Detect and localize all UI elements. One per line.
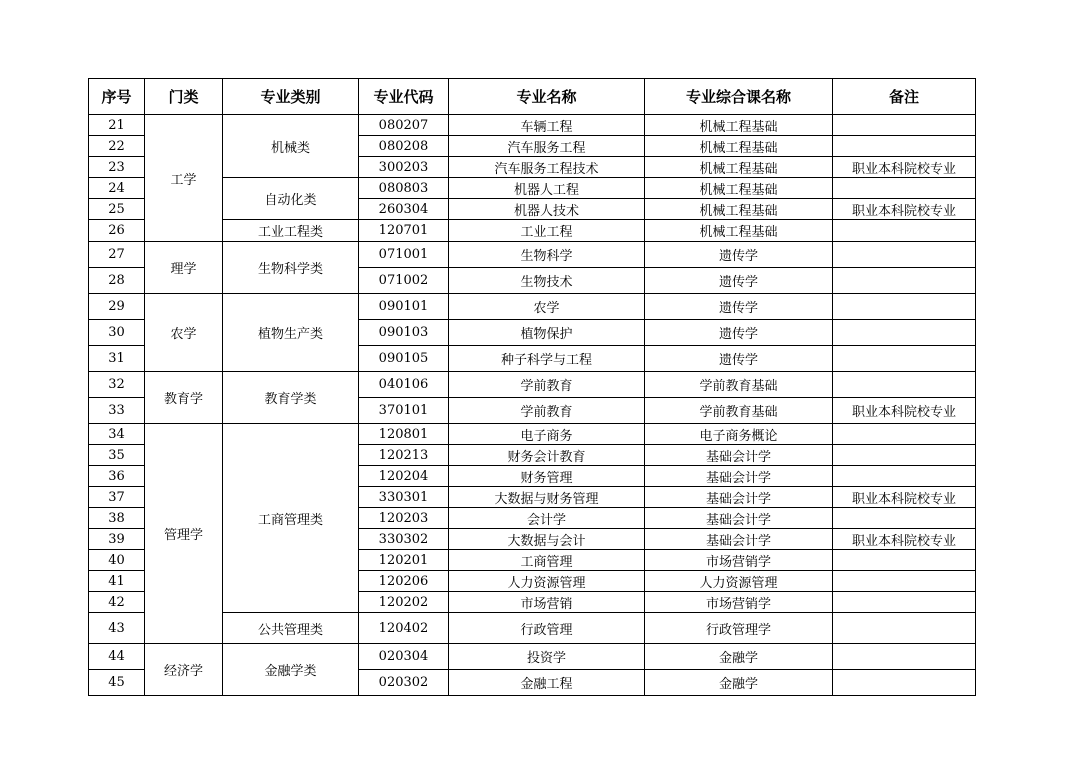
row-note xyxy=(833,220,976,242)
table-row xyxy=(89,115,976,136)
row-code: 071002 xyxy=(359,268,449,294)
row-seq: 33 xyxy=(89,398,145,424)
row-category: 植物生产类 xyxy=(223,294,359,372)
table-row xyxy=(89,644,976,670)
row-course-name: 基础会计学 xyxy=(645,487,833,508)
row-major-name: 种子科学与工程 xyxy=(449,346,645,372)
row-seq: 21 xyxy=(89,115,145,136)
header-note: 备注 xyxy=(833,79,976,115)
row-code: 020302 xyxy=(359,670,449,696)
row-door: 管理学 xyxy=(145,424,223,644)
row-course-name: 机械工程基础 xyxy=(645,136,833,157)
row-seq: 26 xyxy=(89,220,145,242)
row-major-name: 生物科学 xyxy=(449,242,645,268)
row-course-name: 基础会计学 xyxy=(645,445,833,466)
row-note xyxy=(833,424,976,445)
row-note xyxy=(833,550,976,571)
row-note: 职业本科院校专业 xyxy=(833,157,976,178)
row-category: 公共管理类 xyxy=(223,613,359,644)
row-course-name: 机械工程基础 xyxy=(645,115,833,136)
row-course-name: 遗传学 xyxy=(645,294,833,320)
row-note xyxy=(833,466,976,487)
row-seq: 41 xyxy=(89,571,145,592)
row-note xyxy=(833,571,976,592)
row-code: 120201 xyxy=(359,550,449,571)
row-door: 经济学 xyxy=(145,644,223,696)
row-note xyxy=(833,136,976,157)
row-seq: 34 xyxy=(89,424,145,445)
row-major-name: 学前教育 xyxy=(449,372,645,398)
row-seq: 45 xyxy=(89,670,145,696)
row-course-name: 机械工程基础 xyxy=(645,220,833,242)
row-code: 120801 xyxy=(359,424,449,445)
table-row xyxy=(89,178,976,199)
row-code: 120213 xyxy=(359,445,449,466)
row-seq: 28 xyxy=(89,268,145,294)
row-course-name: 机械工程基础 xyxy=(645,157,833,178)
row-major-name: 汽车服务工程技术 xyxy=(449,157,645,178)
row-course-name: 遗传学 xyxy=(645,346,833,372)
row-code: 120402 xyxy=(359,613,449,644)
row-code: 020304 xyxy=(359,644,449,670)
row-major-name: 工业工程 xyxy=(449,220,645,242)
row-course-name: 机械工程基础 xyxy=(645,178,833,199)
row-category: 工业工程类 xyxy=(223,220,359,242)
row-seq: 29 xyxy=(89,294,145,320)
row-course-name: 市场营销学 xyxy=(645,550,833,571)
header-door: 门类 xyxy=(145,79,223,115)
row-seq: 43 xyxy=(89,613,145,644)
row-course-name: 电子商务概论 xyxy=(645,424,833,445)
header-seq: 序号 xyxy=(89,79,145,115)
table-row xyxy=(89,220,976,242)
table-row xyxy=(89,372,976,398)
row-major-name: 植物保护 xyxy=(449,320,645,346)
row-major-name: 行政管理 xyxy=(449,613,645,644)
row-course-name: 基础会计学 xyxy=(645,529,833,550)
row-note xyxy=(833,268,976,294)
row-seq: 23 xyxy=(89,157,145,178)
row-course-name: 遗传学 xyxy=(645,320,833,346)
row-note: 职业本科院校专业 xyxy=(833,398,976,424)
row-code: 370101 xyxy=(359,398,449,424)
header-code: 专业代码 xyxy=(359,79,449,115)
row-major-name: 投资学 xyxy=(449,644,645,670)
row-major-name: 学前教育 xyxy=(449,398,645,424)
row-door: 工学 xyxy=(145,115,223,242)
row-code: 071001 xyxy=(359,242,449,268)
header-major-name: 专业名称 xyxy=(449,79,645,115)
row-major-name: 大数据与财务管理 xyxy=(449,487,645,508)
row-code: 090103 xyxy=(359,320,449,346)
row-door: 理学 xyxy=(145,242,223,294)
row-major-name: 车辆工程 xyxy=(449,115,645,136)
row-major-name: 金融工程 xyxy=(449,670,645,696)
row-seq: 40 xyxy=(89,550,145,571)
row-code: 040106 xyxy=(359,372,449,398)
row-course-name: 基础会计学 xyxy=(645,466,833,487)
row-course-name: 基础会计学 xyxy=(645,508,833,529)
row-code: 090101 xyxy=(359,294,449,320)
row-note xyxy=(833,294,976,320)
row-major-name: 汽车服务工程 xyxy=(449,136,645,157)
row-code: 120202 xyxy=(359,592,449,613)
row-seq: 36 xyxy=(89,466,145,487)
row-code: 260304 xyxy=(359,199,449,220)
row-major-name: 市场营销 xyxy=(449,592,645,613)
row-code: 080208 xyxy=(359,136,449,157)
table-row xyxy=(89,424,976,445)
row-seq: 38 xyxy=(89,508,145,529)
row-note xyxy=(833,508,976,529)
row-seq: 24 xyxy=(89,178,145,199)
row-course-name: 行政管理学 xyxy=(645,613,833,644)
row-note xyxy=(833,613,976,644)
row-category: 教育学类 xyxy=(223,372,359,424)
row-code: 330301 xyxy=(359,487,449,508)
table-row xyxy=(89,613,976,644)
row-major-name: 工商管理 xyxy=(449,550,645,571)
row-code: 300203 xyxy=(359,157,449,178)
row-seq: 25 xyxy=(89,199,145,220)
header-category: 专业类别 xyxy=(223,79,359,115)
row-note xyxy=(833,320,976,346)
row-major-name: 农学 xyxy=(449,294,645,320)
row-category: 机械类 xyxy=(223,115,359,178)
row-category: 自动化类 xyxy=(223,178,359,220)
row-note xyxy=(833,115,976,136)
row-seq: 44 xyxy=(89,644,145,670)
row-seq: 42 xyxy=(89,592,145,613)
row-code: 120206 xyxy=(359,571,449,592)
row-seq: 27 xyxy=(89,242,145,268)
row-course-name: 金融学 xyxy=(645,644,833,670)
row-course-name: 金融学 xyxy=(645,670,833,696)
row-course-name: 学前教育基础 xyxy=(645,398,833,424)
row-major-name: 财务管理 xyxy=(449,466,645,487)
row-note xyxy=(833,644,976,670)
row-code: 330302 xyxy=(359,529,449,550)
row-course-name: 人力资源管理 xyxy=(645,571,833,592)
majors-table xyxy=(88,78,976,696)
row-major-name: 人力资源管理 xyxy=(449,571,645,592)
row-seq: 39 xyxy=(89,529,145,550)
row-course-name: 学前教育基础 xyxy=(645,372,833,398)
row-course-name: 市场营销学 xyxy=(645,592,833,613)
row-seq: 37 xyxy=(89,487,145,508)
row-course-name: 遗传学 xyxy=(645,268,833,294)
row-major-name: 会计学 xyxy=(449,508,645,529)
row-code: 090105 xyxy=(359,346,449,372)
row-course-name: 遗传学 xyxy=(645,242,833,268)
row-category: 工商管理类 xyxy=(223,424,359,613)
row-major-name: 财务会计教育 xyxy=(449,445,645,466)
table-row xyxy=(89,294,976,320)
row-code: 120204 xyxy=(359,466,449,487)
row-seq: 32 xyxy=(89,372,145,398)
header-course-name: 专业综合课名称 xyxy=(645,79,833,115)
row-course-name: 机械工程基础 xyxy=(645,199,833,220)
row-seq: 30 xyxy=(89,320,145,346)
row-note: 职业本科院校专业 xyxy=(833,487,976,508)
row-major-name: 大数据与会计 xyxy=(449,529,645,550)
row-seq: 22 xyxy=(89,136,145,157)
row-note: 职业本科院校专业 xyxy=(833,529,976,550)
row-note xyxy=(833,445,976,466)
row-seq: 35 xyxy=(89,445,145,466)
row-note xyxy=(833,592,976,613)
row-category: 金融学类 xyxy=(223,644,359,696)
row-code: 120203 xyxy=(359,508,449,529)
row-note xyxy=(833,372,976,398)
row-note xyxy=(833,346,976,372)
row-major-name: 机器人技术 xyxy=(449,199,645,220)
row-seq: 31 xyxy=(89,346,145,372)
row-note xyxy=(833,670,976,696)
header-row xyxy=(89,79,976,115)
row-category: 生物科学类 xyxy=(223,242,359,294)
row-door: 农学 xyxy=(145,294,223,372)
row-major-name: 电子商务 xyxy=(449,424,645,445)
row-note xyxy=(833,178,976,199)
table-row xyxy=(89,242,976,268)
row-code: 120701 xyxy=(359,220,449,242)
row-note xyxy=(833,242,976,268)
row-code: 080207 xyxy=(359,115,449,136)
row-note: 职业本科院校专业 xyxy=(833,199,976,220)
row-major-name: 生物技术 xyxy=(449,268,645,294)
row-code: 080803 xyxy=(359,178,449,199)
row-major-name: 机器人工程 xyxy=(449,178,645,199)
row-door: 教育学 xyxy=(145,372,223,424)
